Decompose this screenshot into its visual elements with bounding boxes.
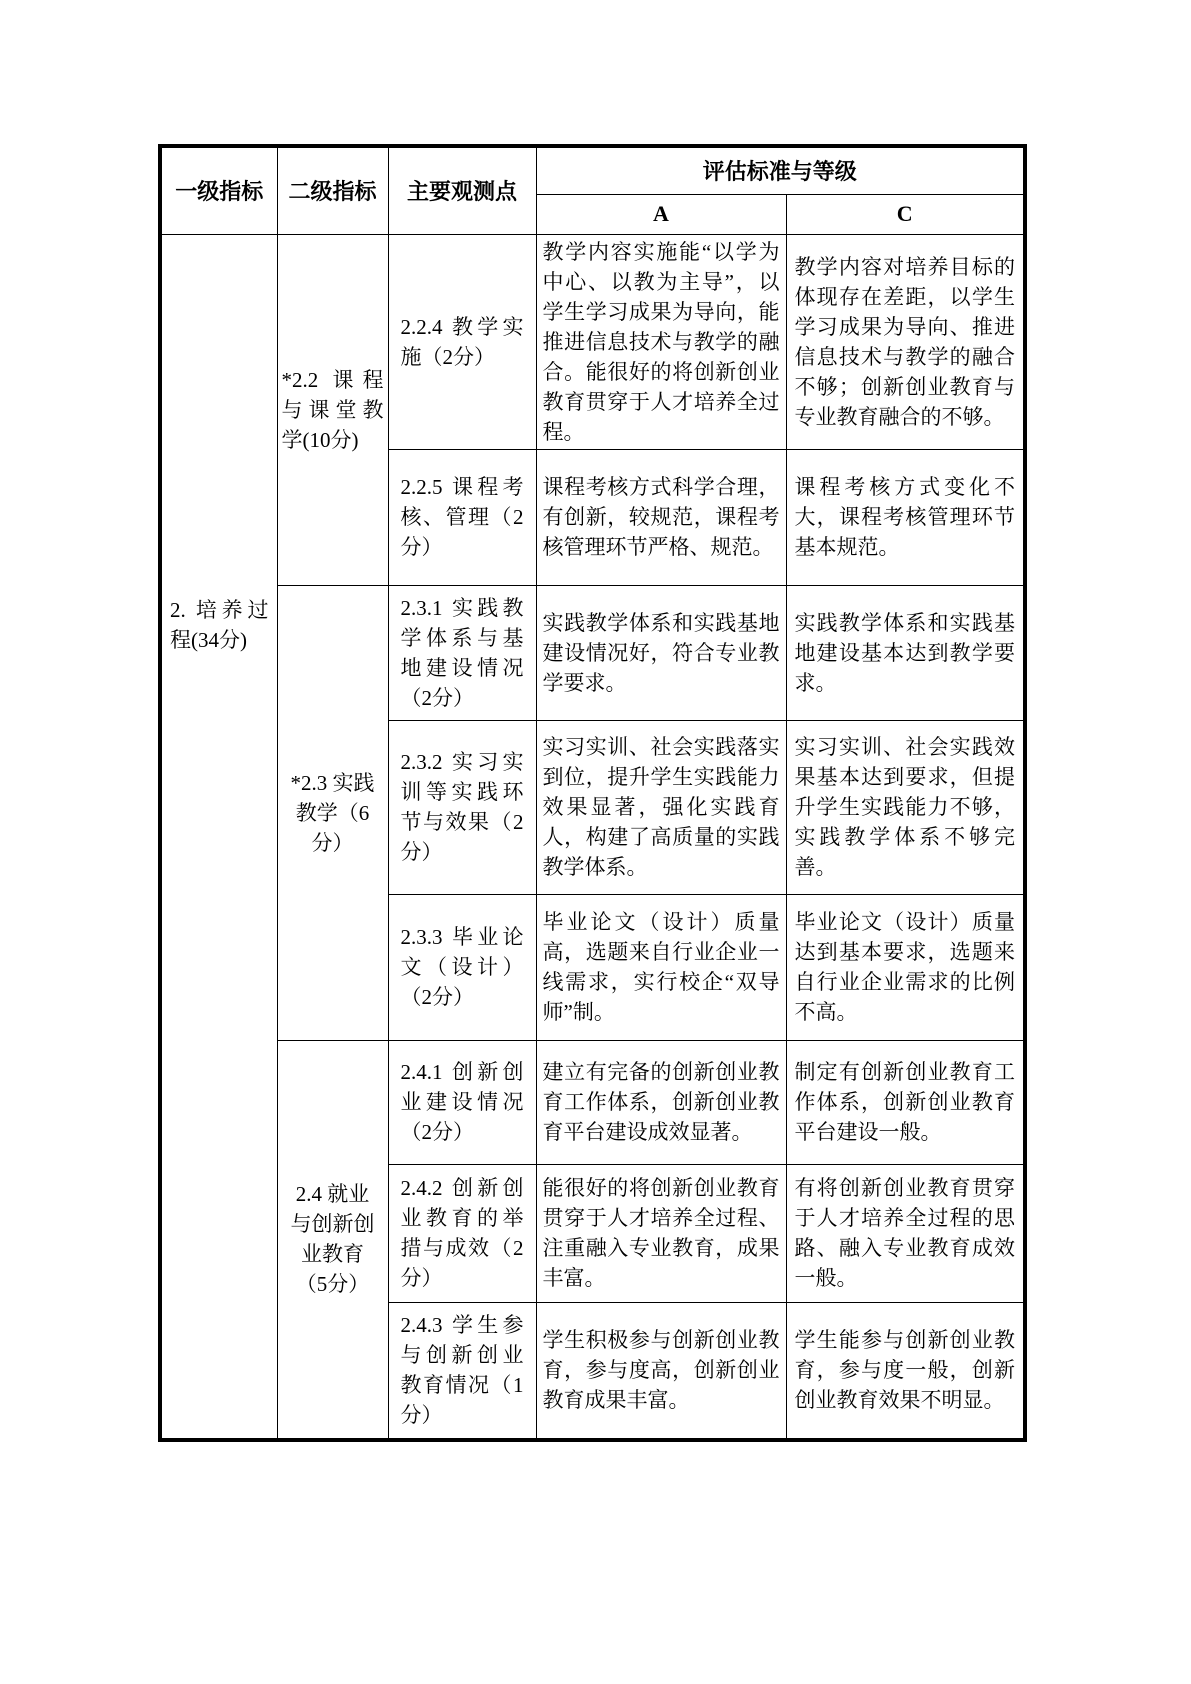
cell-grade-c-2-3-2: 实习实训、社会实践效果基本达到要求，但提升学生实践能力不够，实践教学体系不够完善。	[786, 720, 1025, 894]
cell-grade-a-2-3-1: 实践教学体系和实践基地建设情况好，符合专业教学要求。	[536, 585, 786, 720]
cell-grade-c-2-3-3: 毕业论文（设计）质量达到基本要求，选题来自行业企业需求的比例不高。	[786, 894, 1025, 1040]
cell-grade-a-2-2-4: 教学内容实施能“以学为中心、以教为主导”，以学生学习成果为导向，能推进信息技术与教学的融合。能很好的将创新创业教育贯穿于人才培养全过程。	[536, 234, 786, 449]
evaluation-criteria-table	[158, 144, 1027, 1442]
cell-grade-c-2-4-1: 制定有创新创业教育工作体系，创新创业教育平台建设一般。	[786, 1040, 1025, 1164]
cell-level2-employment-innovation: 2.4 就业与创新创业教育（5分）	[277, 1040, 388, 1440]
header-grade-a: A	[536, 194, 786, 234]
table-row	[160, 234, 1025, 449]
cell-grade-a-2-4-1: 建立有完备的创新创业教育工作体系，创新创业教育平台建设成效显著。	[536, 1040, 786, 1164]
header-observation-points: 主要观测点	[388, 146, 536, 234]
cell-point-2-3-1: 2.3.1 实践教学体系与基地建设情况（2分）	[388, 585, 536, 720]
level1-label: 2. 培养过程(34分)	[170, 597, 269, 652]
table-row	[160, 1040, 1025, 1164]
cell-point-2-4-2: 2.4.2 创新创业教育的举措与成效（2分）	[388, 1164, 536, 1302]
header-standards-group: 评估标准与等级	[536, 146, 1025, 194]
cell-level1-training-process	[160, 234, 277, 1440]
cell-point-2-4-3: 2.4.3 学生参与创新创业教育情况（1分）	[388, 1302, 536, 1440]
cell-level2-curriculum-teaching: *2.2 课程与课堂教学(10分)	[277, 234, 388, 585]
cell-grade-a-2-4-3: 学生积极参与创新创业教育，参与度高，创新创业教育成果丰富。	[536, 1302, 786, 1440]
cell-point-2-3-3: 2.3.3 毕业论文（设计）（2分）	[388, 894, 536, 1040]
cell-point-2-3-2: 2.3.2 实习实训等实践环节与效果（2分）	[388, 720, 536, 894]
cell-grade-c-2-2-4: 教学内容对培养目标的体现存在差距，以学生学习成果为导向、推进信息技术与教学的融合不够；创新创业教育与专业教育融合的不够。	[786, 234, 1025, 449]
cell-point-2-2-5: 2.2.5 课程考核、管理（2分）	[388, 449, 536, 585]
cell-point-2-2-4: 2.2.4 教学实施（2分）	[388, 234, 536, 449]
header-grade-c: C	[786, 194, 1025, 234]
header-level1-indicator: 一级指标	[160, 146, 277, 234]
cell-point-2-4-1: 2.4.1 创新创业建设情况（2分）	[388, 1040, 536, 1164]
cell-grade-c-2-4-2: 有将创新创业教育贯穿于人才培养全过程的思路、融入专业教育成效一般。	[786, 1164, 1025, 1302]
cell-level2-practical-teaching: *2.3 实践教学（6分）	[277, 585, 388, 1040]
cell-grade-a-2-3-2: 实习实训、社会实践落实到位，提升学生实践能力效果显著，强化实践育人，构建了高质量的实践教学体系。	[536, 720, 786, 894]
cell-grade-a-2-4-2: 能很好的将创新创业教育贯穿于人才培养全过程、注重融入专业教育，成果丰富。	[536, 1164, 786, 1302]
header-row-1	[160, 146, 1025, 194]
cell-grade-a-2-2-5: 课程考核方式科学合理，有创新，较规范，课程考核管理环节严格、规范。	[536, 449, 786, 585]
table-row	[160, 585, 1025, 720]
cell-grade-c-2-3-1: 实践教学体系和实践基地建设基本达到教学要求。	[786, 585, 1025, 720]
cell-grade-c-2-4-3: 学生能参与创新创业教育，参与度一般，创新创业教育效果不明显。	[786, 1302, 1025, 1440]
header-level2-indicator: 二级指标	[277, 146, 388, 234]
cell-grade-a-2-3-3: 毕业论文（设计）质量高，选题来自行业企业一线需求，实行校企“双导师”制。	[536, 894, 786, 1040]
cell-grade-c-2-2-5: 课程考核方式变化不大，课程考核管理环节基本规范。	[786, 449, 1025, 585]
